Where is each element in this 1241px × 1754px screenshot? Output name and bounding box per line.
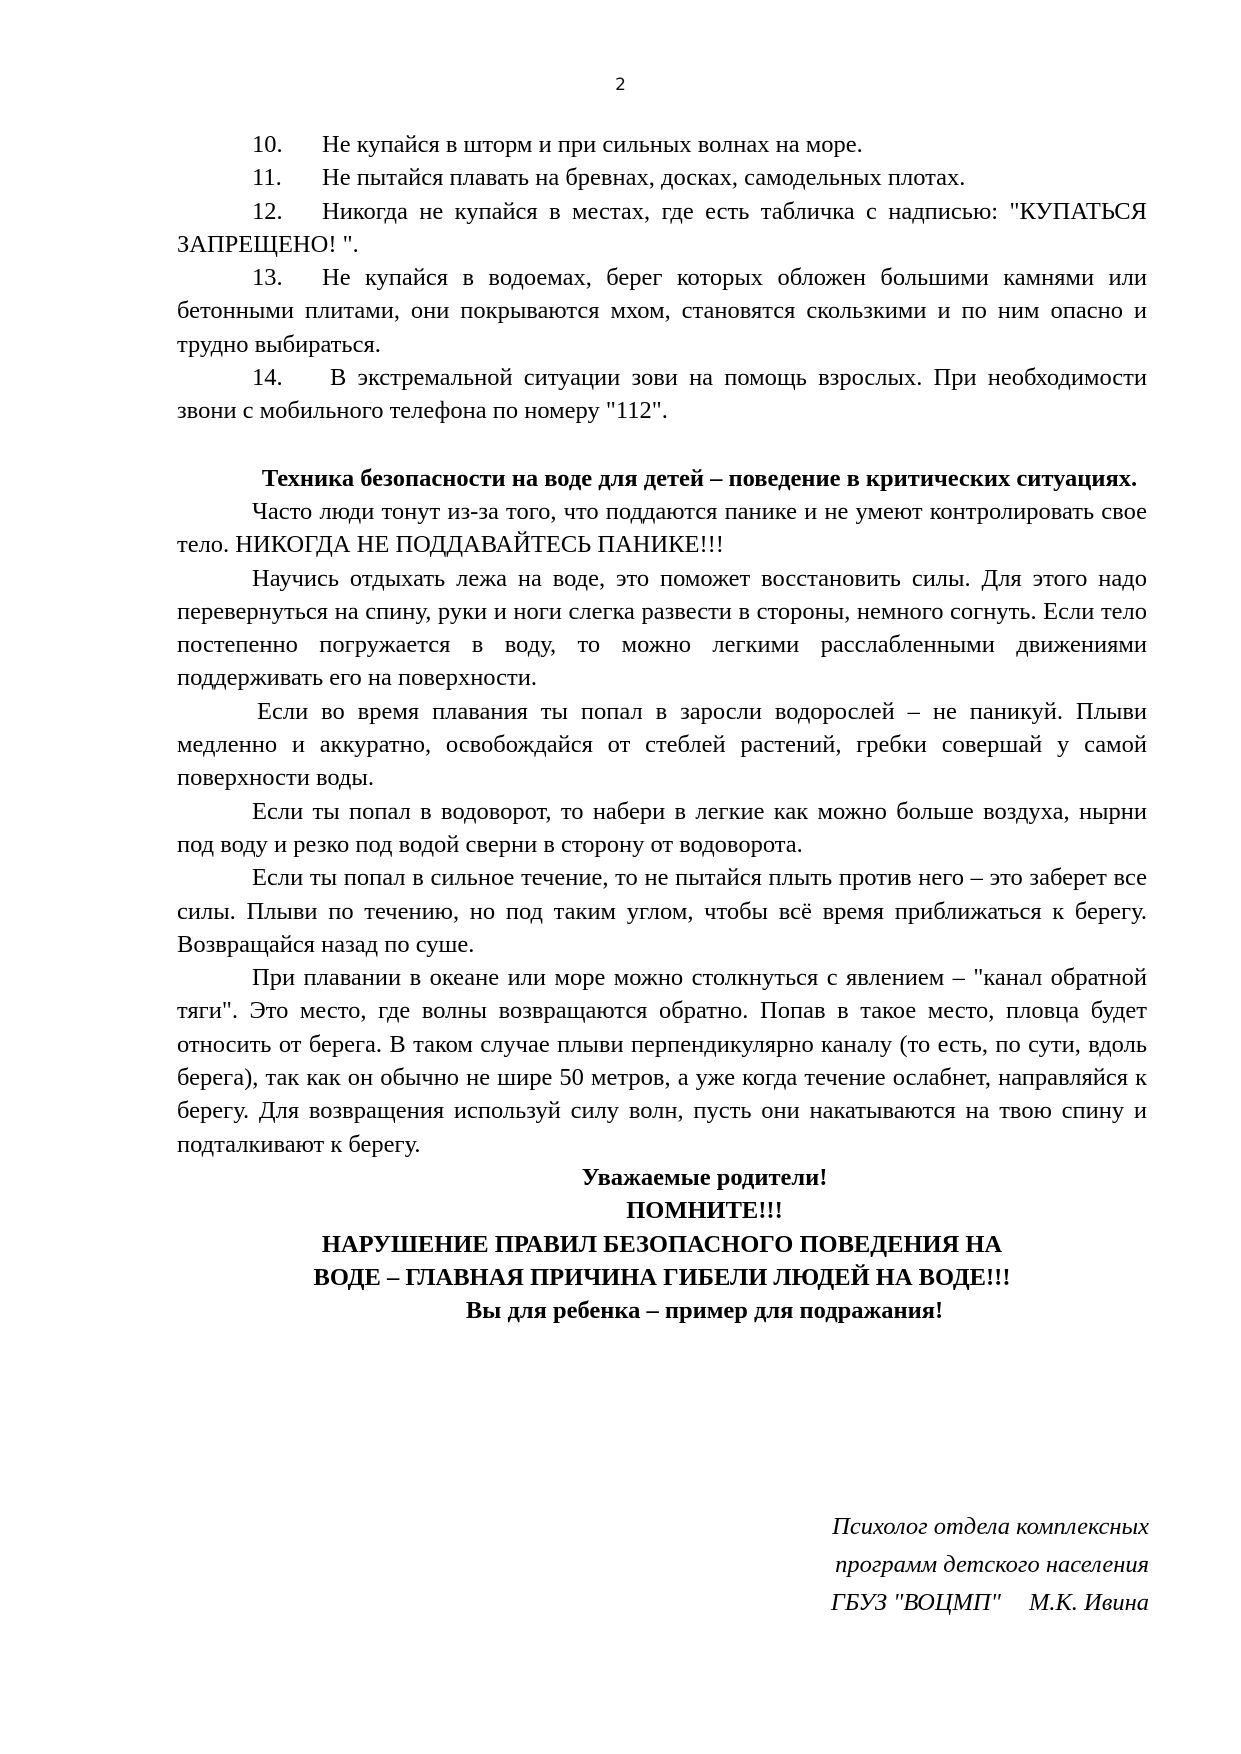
- section-heading: Техника безопасности на воде для детей – поведение в критических ситуациях.: [261, 464, 1138, 492]
- rule-number: 13.: [252, 264, 283, 292]
- rule-text: Не пытайся плавать на бревнах, досках, самодельных плотах.: [322, 164, 966, 192]
- signature-org-author: [831, 1584, 1149, 1622]
- rule-number: 11.: [252, 164, 282, 192]
- parents-notice: [177, 1161, 1147, 1327]
- paragraph: Если ты попал в сильное течение, то не пытайся плыть против него – это заберет все силы. Плыви по течению, но под таким углом, чтобы всё время приближаться к берегу. Возвращайся назад по суше.: [177, 864, 1147, 958]
- rule-text: Никогда не купайся в местах, где есть табличка с надписью: "КУПАТЬСЯ ЗАПРЕЩЕНО! ".: [177, 197, 1147, 258]
- paragraph: Если во время плавания ты попал в заросли водорослей – не паникуй. Плыви медленно и аккуратно, освобождайся от стеблей растений, гребки совершай у самой поверхности воды.: [177, 697, 1147, 792]
- notice-remember: ПОМНИТЕ!!!: [626, 1197, 783, 1225]
- signature-position-line1: Психолог отдела комплексных: [832, 1513, 1149, 1540]
- rule-item: [177, 261, 1147, 361]
- signature-block: [831, 1508, 1149, 1622]
- rule-text: В экстремальной ситуации зови на помощь взрослых. При необходимости звони с мобильного телефона по номеру "112".: [177, 364, 1147, 425]
- signature-organization: ГБУЗ "ВОЦМП": [830, 1589, 1001, 1616]
- rule-text: Не купайся в водоемах, берег которых обложен большими камнями или бетонными плитами, они покрываются мхом, становятся скользкими и по ним опасно и трудно выбираться.: [177, 264, 1147, 358]
- page-number: 2: [615, 75, 626, 95]
- section-paragraphs: [177, 495, 1147, 1161]
- notice-closing: Вы для ребенка – пример для подражания!: [465, 1297, 944, 1325]
- paragraph: При плавании в океане или море можно столкнуться с явлением – "канал обратной тяги". Это место, где волны возвращаются обратно. Попав в такое место, пловца будет относить от берега. В таком случае плыви перпендикулярно каналу (то есть, по сути, вдоль берега), так как он обычно не шире 50 метров, а уже когда течение ослабнет, направляйся к берегу. Для возвращения используй силу волн, пусть они накатываются на твою спину и подталкивают к берегу.: [177, 964, 1147, 1158]
- rule-text: Не купайся в шторм и при сильных волнах на море.: [322, 131, 863, 158]
- rule-item: [177, 361, 1147, 428]
- notice-warning-line2: ВОДЕ – ГЛАВНАЯ ПРИЧИНА ГИБЕЛИ ЛЮДЕЙ НА ВОДЕ!!!: [313, 1263, 1011, 1291]
- paragraph: Если ты попал в водоворот, то набери в легкие как можно больше воздуха, нырни под воду и резко под водой сверни в сторону от водоворота.: [177, 797, 1147, 858]
- notice-greeting: Уважаемые родители!: [581, 1163, 828, 1191]
- rule-number: 12.: [252, 197, 283, 225]
- rule-item: [177, 161, 1147, 194]
- rules-list: [177, 128, 1147, 428]
- notice-warning-line1: НАРУШЕНИЕ ПРАВИЛ БЕЗОПАСНОГО ПОВЕДЕНИЯ НА: [321, 1230, 1003, 1258]
- paragraph: Научись отдыхать лежа на воде, это поможет восстановить силы. Для этого надо перевернуться на спину, руки и ноги слегка развести в стороны, немного согнуть. Если тело постепенно погружается в воду, то можно легкими расслабленными движениями поддерживать его на поверхности.: [177, 564, 1147, 692]
- rule-item: [177, 128, 1147, 161]
- signature-author: М.К. Ивина: [1028, 1589, 1149, 1616]
- rule-number: 10.: [252, 131, 283, 158]
- document-body: [177, 128, 1147, 1327]
- signature-position-line2: программ детского населения: [835, 1551, 1149, 1578]
- paragraph: Часто люди тонут из-за того, что поддаются панике и не умеют контролировать свое тело. НИКОГДА НЕ ПОДДАВАЙТЕСЬ ПАНИКЕ!!!: [177, 497, 1147, 559]
- rule-number: 14.: [252, 364, 283, 392]
- rule-item: [177, 195, 1147, 262]
